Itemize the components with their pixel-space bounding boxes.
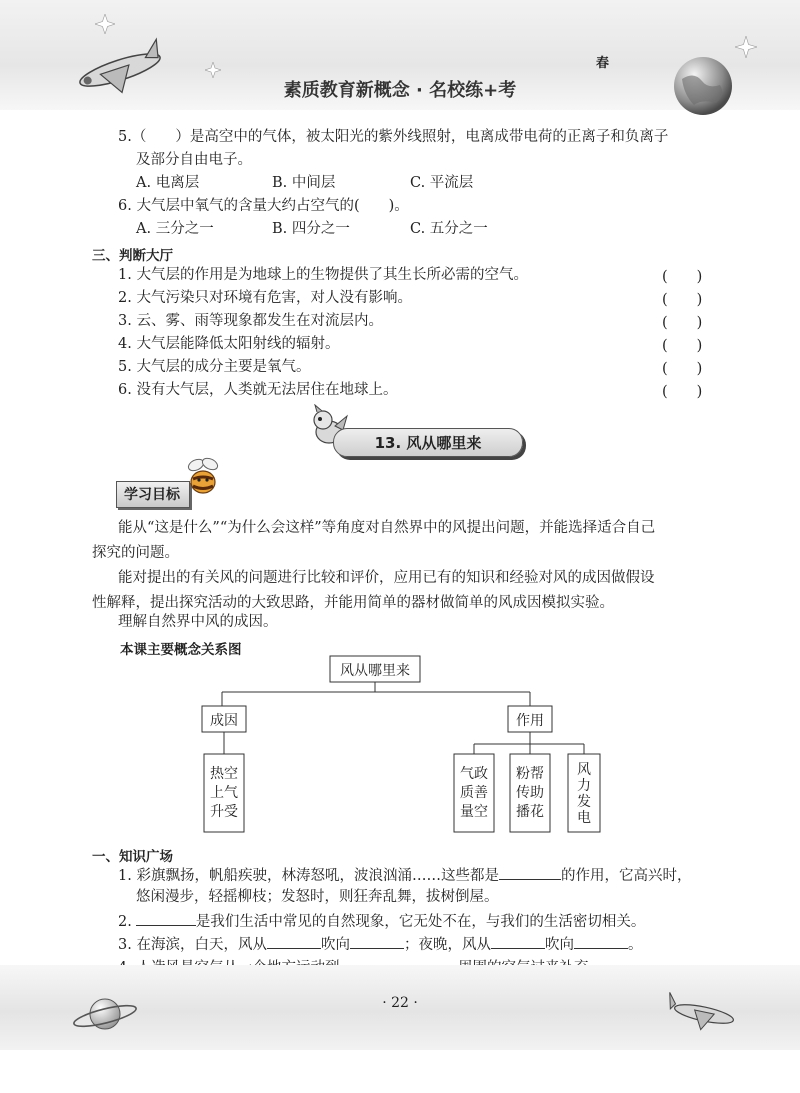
knowledge-q1-line2: 悠闲漫步，轻摇柳枝；发怒时，则狂奔乱舞，拔树倒屋。	[136, 889, 499, 905]
choice-q6-line1: 6. 大气层中氧气的含量大约占空气的( )。	[118, 198, 409, 214]
answer-blank[interactable]	[574, 933, 628, 949]
judge-item-6: 6. 没有大气层，人类就无法居住在地球上。	[118, 382, 398, 398]
choice-q5-line1: 5.（ ）是高空中的气体，被太阳光的紫外线照射，电离成带电荷的正离子和负离子	[118, 129, 669, 145]
knowledge-q3-text-a: 3. 在海滨，白天，风从	[118, 937, 267, 953]
knowledge-q1-text-b: 的作用，它高兴时，	[560, 868, 692, 884]
judge-section-heading: 三、判断大厅	[92, 248, 173, 264]
knowledge-q3	[118, 933, 642, 955]
judge-item-4: 4. 大气层能降低太阳射线的辐射。	[118, 336, 340, 352]
effect-leaf-1-line-2: 质善	[460, 785, 488, 801]
effect-leaf-1-line-1: 气政	[460, 766, 488, 782]
header-title: 素质教育新概念 · 名校练+考	[283, 80, 517, 101]
answer-paren-1[interactable]: ( )	[662, 269, 703, 285]
choice-q5-line2: 及部分自由电子。	[136, 152, 252, 168]
knowledge-q3-text-d: 吹向	[544, 937, 574, 953]
root-label: 风从哪里来	[340, 663, 410, 679]
judge-item-3: 3. 云、雾、雨等现象都发生在对流层内。	[118, 313, 383, 329]
goal-line-4: 性解释，提出探究活动的大致思路，并能用简单的器材做简单的风成因模拟实验。	[92, 595, 614, 611]
knowledge-q2	[118, 910, 645, 932]
knowledge-q2-number: 2.	[118, 914, 132, 930]
choice-q5-option-a: A. 电离层	[136, 175, 200, 191]
answer-paren-2[interactable]: ( )	[662, 292, 703, 308]
cause-label: 成因	[210, 713, 238, 729]
effect-leaf-3-line-1: 风	[577, 762, 591, 778]
concept-map-title: 本课主要概念关系图	[120, 642, 242, 658]
knowledge-q3-text-e: 。	[627, 937, 643, 953]
effect-leaf-2-line-2: 传助	[516, 785, 544, 801]
choice-q6-option-c: C. 五分之一	[410, 221, 488, 237]
space-shuttle-icon	[60, 30, 180, 100]
goal-line-1: 能从“这是什么”“为什么会这样”等角度对自然界中的风提出问题，并能选择适合自己	[118, 520, 656, 536]
cause-leaf-line-1: 热空	[210, 766, 238, 782]
season-label: 春	[596, 56, 610, 71]
effect-leaf-3-line-4: 电	[577, 810, 591, 826]
page-number: · 22 ·	[382, 995, 418, 1011]
effect-leaf-2-line-3: 播花	[516, 804, 544, 820]
star-icon	[95, 14, 115, 34]
lesson-title: 13. 风从哪里来	[374, 434, 482, 452]
judge-item-5: 5. 大气层的成分主要是氧气。	[118, 359, 311, 375]
choice-q5-option-b: B. 中间层	[272, 175, 336, 191]
knowledge-q1-line1	[118, 864, 691, 886]
effect-label: 作用	[516, 713, 544, 729]
answer-blank[interactable]	[499, 864, 561, 880]
knowledge-q1-text-a: 1. 彩旗飘扬，帆船疾驶，林涛怒吼，波浪汹涌……这些都是	[118, 868, 499, 884]
answer-paren-4[interactable]: ( )	[662, 338, 703, 354]
knowledge-q3-text-c: ；夜晚，风从	[403, 937, 491, 953]
answer-paren-6[interactable]: ( )	[662, 384, 703, 400]
choice-q6-option-a: A. 三分之一	[136, 221, 214, 237]
answer-blank[interactable]	[267, 933, 321, 949]
goal-line-5: 理解自然界中风的成因。	[118, 614, 278, 630]
answer-blank[interactable]	[136, 910, 196, 926]
planet-icon	[70, 990, 140, 1038]
judge-item-2: 2. 大气污染只对环境有危害，对人没有影响。	[118, 290, 412, 306]
learning-goal-label: 学习目标	[124, 487, 180, 503]
knowledge-q2-text: 是我们生活中常见的自然现象，它无处不在，与我们的生活密切相关。	[195, 914, 646, 930]
answer-blank[interactable]	[491, 933, 545, 949]
goal-line-3: 能对提出的有关风的问题进行比较和评价，应用已有的知识和经验对风的成因做假设	[118, 570, 655, 586]
knowledge-section-heading: 一、知识广场	[92, 849, 173, 865]
concept-map-diagram	[190, 650, 610, 840]
star-icon	[205, 62, 221, 78]
space-shuttle-icon	[664, 990, 744, 1036]
cause-leaf-line-2: 上气	[210, 785, 238, 801]
star-icon	[735, 36, 757, 58]
cause-leaf-line-3: 升受	[210, 804, 238, 820]
globe-icon	[672, 55, 734, 117]
knowledge-q3-text-b: 吹向	[320, 937, 350, 953]
effect-leaf-3-line-3: 发	[577, 794, 591, 810]
bee-mascot-icon	[184, 455, 222, 499]
answer-blank[interactable]	[350, 933, 404, 949]
effect-leaf-1-line-3: 量空	[460, 804, 488, 820]
answer-paren-3[interactable]: ( )	[662, 315, 703, 331]
effect-leaf-2-line-1: 粉帮	[516, 766, 544, 782]
choice-q6-option-b: B. 四分之一	[272, 221, 350, 237]
answer-paren-5[interactable]: ( )	[662, 361, 703, 377]
goal-line-2: 探究的问题。	[92, 545, 179, 561]
judge-item-1: 1. 大气层的作用是为地球上的生物提供了其生长所必需的空气。	[118, 267, 528, 283]
effect-leaf-3-line-2: 力	[577, 778, 591, 794]
choice-q5-option-c: C. 平流层	[410, 175, 474, 191]
